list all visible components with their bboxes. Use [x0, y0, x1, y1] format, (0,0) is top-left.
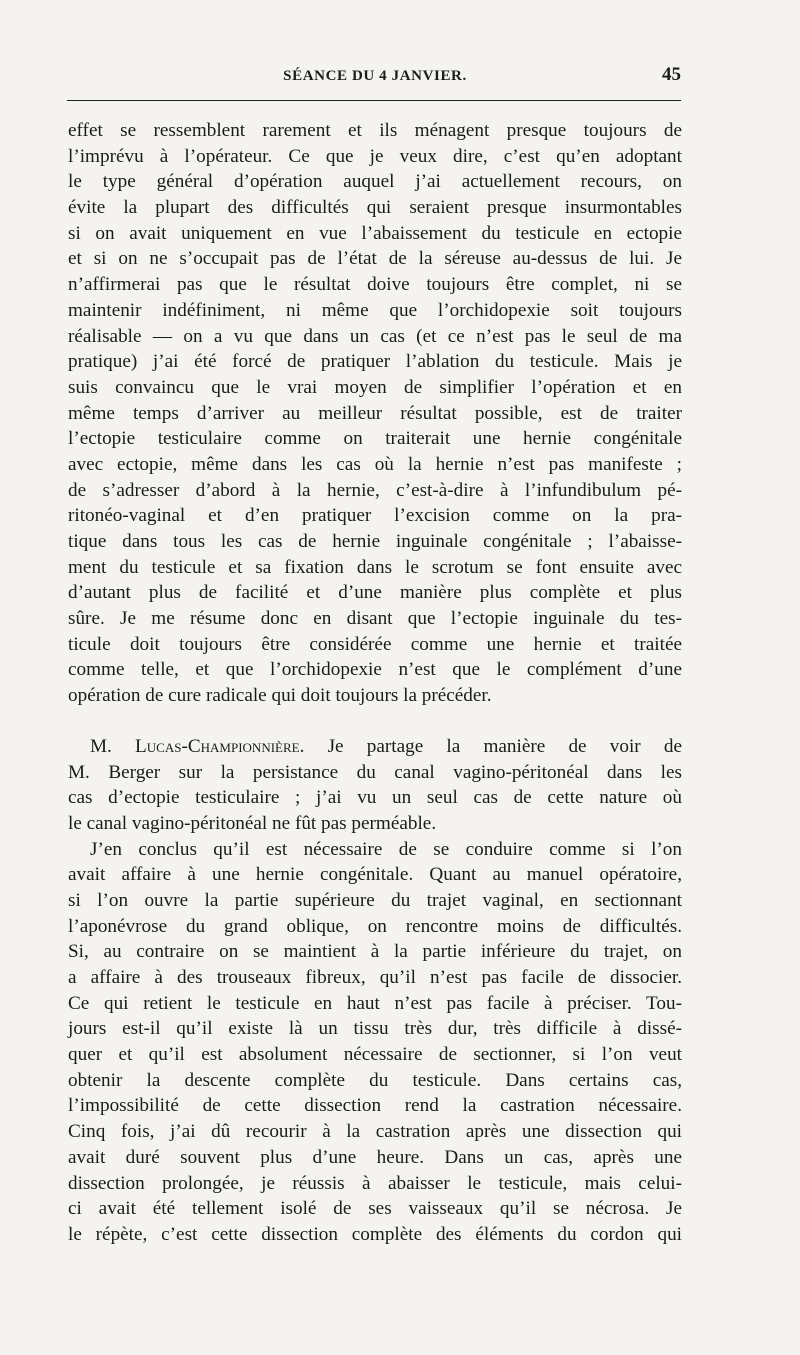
text-line: si l’on ouvre la partie supérieure du trajet vaginal, en sectionnant	[68, 889, 682, 911]
text-line: si on avait uniquement en vue l’abaissement du testicule en ectopie	[68, 222, 682, 244]
text-line: l’aponévrose du grand oblique, on rencontre moins de difficultés.	[68, 915, 682, 937]
text-line: n’affirmerai pas que le résultat doive toujours être complet, ni se	[68, 274, 682, 296]
text-line: le canal vagino-péritonéal ne fût pas perméable.	[68, 812, 437, 834]
text-line: avec ectopie, même dans les cas où la hernie n’est pas manifeste ;	[68, 453, 682, 475]
text-line: obtenir la descente complète du testicule. Dans certains cas,	[68, 1069, 682, 1091]
text-line: le type général d’opération auquel j’ai actuellement recours, on	[68, 171, 682, 193]
paragraph-gap	[68, 709, 682, 734]
text-line: sûre. Je me résume donc en disant que l’ectopie inguinale du tes-	[68, 608, 682, 630]
body-text	[68, 118, 682, 1248]
text-line: suis convaincu que le vrai moyen de simplifier l’opération et en	[68, 376, 682, 398]
text-line: l’impossibilité de cette dissection rend la castration nécessaire.	[68, 1095, 682, 1117]
text-line: de s’adresser d’abord à la hernie, c’est-à-dire à l’infundibulum pé-	[68, 479, 682, 501]
text-line: ticule doit toujours être considérée comme une hernie et traitée	[68, 633, 682, 655]
text-line: pratique) j’ai été forcé de pratiquer l’ablation du testicule. Mais je	[68, 351, 682, 373]
text-line: cas d’ectopie testiculaire ; j’ai vu un seul cas de cette nature où	[68, 787, 682, 809]
text-line: réalisable — on a vu que dans un cas (et ce n’est pas le seul de ma	[68, 325, 682, 347]
text-line: jours est-il qu’il existe là un tissu très dur, très difficile à dissé-	[68, 1018, 682, 1040]
speaker-text: Je partage la manière de voir de	[304, 735, 682, 757]
text-line: dissection prolongée, je réussis à abaisser le testicule, mais celui-	[68, 1172, 682, 1194]
text-line: tique dans tous les cas de hernie inguinale congénitale ; l’abaisse-	[68, 531, 682, 552]
text-line: maintenir indéfiniment, ni même que l’orchidopexie soit toujours	[68, 299, 682, 321]
text-line: le répète, c’est cette dissection complète des éléments du cordon qui	[68, 1223, 682, 1245]
text-line: Cinq fois, j’ai dû recourir à la castration après une dissection qui	[68, 1121, 682, 1143]
text-line: l’ectopie testiculaire comme on traiterait une hernie congénitale	[68, 428, 682, 450]
text-line: opération de cure radicale qui doit toujours la précéder.	[68, 685, 492, 707]
text-line: quer et qu’il est absolument nécessaire de sectionner, si l’on veut	[68, 1044, 682, 1066]
text-line: effet se ressemblent rarement et ils ménagent presque toujours de	[68, 120, 682, 141]
paragraph-1	[68, 118, 682, 709]
text-line: avait duré souvent plus d’une heure. Dans un cas, après une	[68, 1146, 682, 1168]
text-line: Si, au contraire on se maintient à la partie inférieure du trajet, on	[68, 941, 682, 963]
text-line: J’en conclus qu’il est nécessaire de se conduire comme si l’on	[90, 838, 682, 860]
running-head: SÉANCE DU 4 JANVIER.	[283, 68, 467, 84]
text-line: même temps d’arriver au meilleur résultat possible, est de traiter	[68, 402, 682, 424]
text-line: M. Berger sur la persistance du canal vagino-péritonéal dans les	[68, 761, 682, 783]
header-rule	[67, 100, 681, 101]
text-line: comme telle, et que l’orchidopexie n’est que le complément d’une	[68, 659, 682, 681]
text-line: avait affaire à une hernie congénitale. Quant au manuel opératoire,	[68, 864, 682, 886]
speaker-name: M. Lucas-Championnière.	[90, 735, 305, 757]
text-line: Ce qui retient le testicule en haut n’est pas facile à préciser. Tou-	[68, 992, 682, 1014]
paragraph-2	[68, 734, 682, 837]
text-line: et si on ne s’occupait pas de l’état de la séreuse au-dessus de lui. Je	[68, 248, 682, 270]
text-line: évite la plupart des difficultés qui seraient presque insurmontables	[68, 197, 682, 219]
text-line: ritonéo-vaginal et d’en pratiquer l’excision comme on la pra-	[68, 505, 682, 527]
paragraph-3	[68, 837, 682, 1248]
text-line: l’imprévu à l’opérateur. Ce que je veux dire, c’est qu’en adoptant	[68, 145, 682, 167]
page-number: 45	[662, 64, 681, 85]
page-header	[67, 64, 683, 94]
text-line: ment du testicule et sa fixation dans le scrotum se font ensuite avec	[68, 556, 682, 578]
text-line: ci avait été tellement isolé de ses vaisseaux qu’il se nécrosa. Je	[68, 1198, 682, 1220]
text-line: d’autant plus de facilité et d’une manière plus complète et plus	[68, 582, 682, 604]
text-line: a affaire à des trouseaux fibreux, qu’il n’est pas facile de dissocier.	[68, 967, 682, 988]
text-line	[68, 734, 682, 760]
